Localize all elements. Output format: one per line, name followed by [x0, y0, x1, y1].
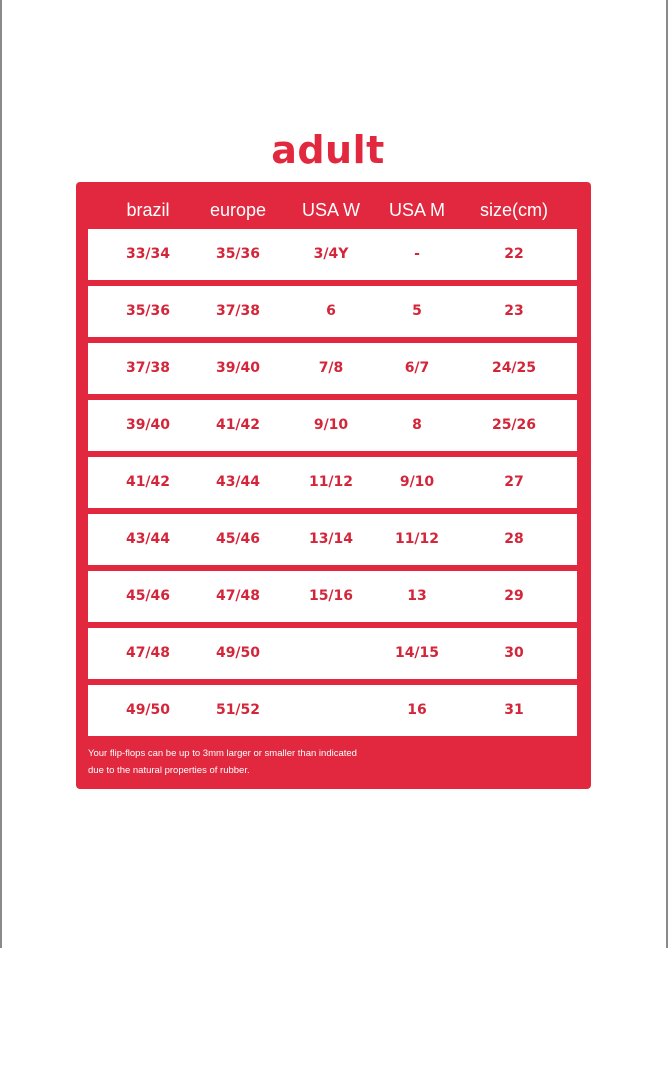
cell-brazil: 37/38 — [125, 360, 171, 376]
frame-right-border — [666, 0, 668, 948]
cell-usa-w: 13/14 — [308, 531, 354, 547]
cell-europe: 49/50 — [215, 645, 261, 661]
header-brazil: brazil — [126, 200, 170, 220]
header-europe: europe — [209, 200, 267, 220]
cell-europe: 41/42 — [215, 417, 261, 433]
table-row — [88, 628, 577, 679]
cell-usa-w: 3/4Y — [313, 246, 349, 262]
header-usa-w: USA W — [301, 200, 360, 220]
cell-size-cm: 25/26 — [491, 417, 537, 433]
cell-usa-m: 5 — [412, 303, 422, 319]
cell-size-cm: 31 — [504, 702, 524, 718]
cell-usa-m: 11/12 — [394, 531, 440, 547]
cell-usa-w: 6 — [326, 303, 336, 319]
table-row — [88, 229, 577, 280]
cell-usa-w: 9/10 — [313, 417, 349, 433]
table-row — [88, 286, 577, 337]
cell-europe: 47/48 — [215, 588, 261, 604]
size-chart-header — [76, 190, 591, 230]
cell-usa-m: 9/10 — [399, 474, 435, 490]
cell-usa-w: 11/12 — [308, 474, 354, 490]
table-row — [88, 514, 577, 565]
cell-brazil: 45/46 — [125, 588, 171, 604]
cell-europe: 51/52 — [215, 702, 261, 718]
cell-brazil: 35/36 — [125, 303, 171, 319]
cell-size-cm: 24/25 — [491, 360, 537, 376]
header-usa-m: USA M — [388, 200, 445, 220]
cell-brazil: 39/40 — [125, 417, 171, 433]
header-size-cm: size(cm) — [480, 200, 548, 220]
cell-europe: 37/38 — [215, 303, 261, 319]
size-note-line-2: due to the natural properties of rubber. — [88, 765, 250, 776]
cell-size-cm: 28 — [504, 531, 524, 547]
cell-europe: 45/46 — [215, 531, 261, 547]
cell-usa-w: 15/16 — [308, 588, 354, 604]
table-row — [88, 685, 577, 736]
cell-europe: 43/44 — [215, 474, 261, 490]
cell-usa-m: 6/7 — [404, 360, 430, 376]
table-row — [88, 571, 577, 622]
cell-usa-w: 7/8 — [318, 360, 344, 376]
cell-usa-m: 16 — [407, 702, 427, 718]
cell-brazil: 33/34 — [125, 246, 171, 262]
cell-brazil: 49/50 — [125, 702, 171, 718]
table-row — [88, 343, 577, 394]
cell-usa-w — [288, 628, 374, 679]
cell-size-cm: 22 — [504, 246, 524, 262]
cell-size-cm: 27 — [504, 474, 524, 490]
size-chart-panel — [76, 182, 591, 789]
cell-size-cm: 23 — [504, 303, 524, 319]
cell-size-cm: 30 — [504, 645, 524, 661]
cell-europe: 35/36 — [215, 246, 261, 262]
size-note — [88, 745, 568, 779]
cell-size-cm: 29 — [504, 588, 524, 604]
table-row — [88, 457, 577, 508]
cell-usa-m: 13 — [407, 588, 427, 604]
page-title: adult — [271, 128, 385, 172]
cell-brazil: 41/42 — [125, 474, 171, 490]
cell-brazil: 43/44 — [125, 531, 171, 547]
cell-usa-m: - — [414, 246, 420, 262]
cell-europe: 39/40 — [215, 360, 261, 376]
cell-usa-m: 8 — [412, 417, 422, 433]
cell-usa-w — [288, 685, 374, 736]
cell-usa-m: 14/15 — [394, 645, 440, 661]
size-note-line-1: Your flip-flops can be up to 3mm larger or smaller than indicated — [88, 748, 357, 759]
cell-brazil: 47/48 — [125, 645, 171, 661]
table-row — [88, 400, 577, 451]
